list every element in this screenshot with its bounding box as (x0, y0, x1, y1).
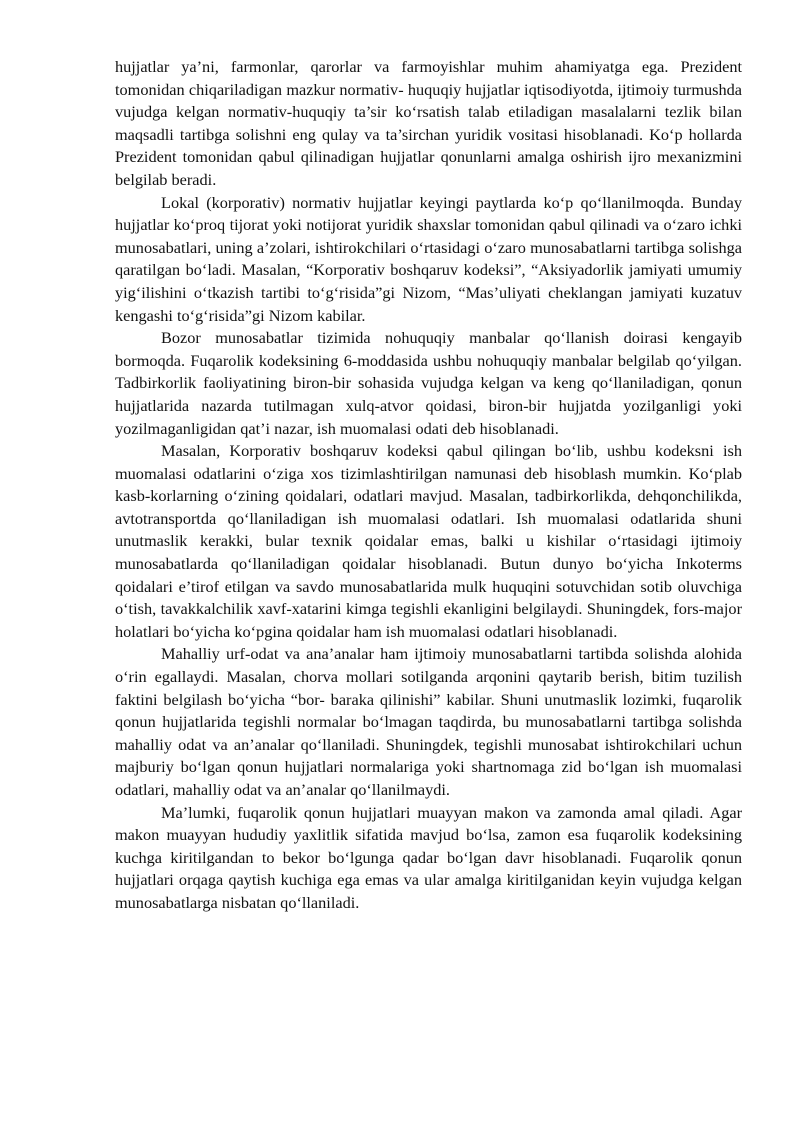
paragraph-business-customs: Masalan, Korporativ boshqaruv kodeksi qabul qilingan bo‘lib, ushbu kodeksni ish muomalasi odatlarini o‘ziga xos tizimlashtirilgan namunasi deb hisoblash mumkin. Ko‘plab kasb-korlarning o‘zining qoidalari, odatlari mavjud. Masalan, tadbirkorlikda, dehqonchilikda, avtotransportda qo‘llaniladigan ish muomalasi odatlari. Ish muomalasi odatlarida shuni unutmaslik kerakki, bular texnik qoidalar emas, balki u kishilar o‘rtasidagi ijtimoiy munosabatlarda qo‘llaniladigan qoidalar hisoblanadi. Butun dunyo bo‘yicha Inkoterms qoidalari e’tirof etilgan va savdo munosabatlarida mulk huquqini sotuvchidan sotib oluvchiga o‘tish, tavakkalchilik xavf-xatarini kimga tegishli ekanligini belgilaydi. Shuningdek, fors-major holatlari bo‘yicha ko‘pgina qoidalar ham ish muomalasi odatlari hisoblanadi. (115, 441, 742, 641)
document-page (115, 56, 742, 915)
paragraph-local-traditions: Mahalliy urf-odat va ana’analar ham ijtimoiy munosabatlarni tartibda solishda alohida o‘rin egallaydi. Masalan, chorva mollari sotilganda arqonini qaytarib berish, bitim tuzilish faktini belgilash bo‘yicha “bor- baraka qilinishi” kabilar. Shuni unutmaslik lozimki, fuqarolik qonun hujjatlarida tegishli normalar bo‘lmagan taqdirda, bu munosabatlarni tartibga solishda mahalliy odat va an’analar qo‘llaniladi. Shuningdek, tegishli munosabat ishtirokchilari uchun majburiy bo‘lgan qonun hujjatlari normalariga yoki shartnomaga zid bo‘lgan ish muomalasi odatlari, mahalliy odat va an’analar qo‘llanilmaydi. (115, 644, 742, 799)
paragraph-non-legal-sources: Bozor munosabatlar tizimida nohuquqiy manbalar qo‘llanish doirasi kengayib bormoqda. Fuqarolik kodeksining 6-moddasida ushbu nohuquqiy manbalar belgilab qo‘yilgan. Tadbirkorlik faoliyatining biron-bir sohasida vujudga kelgan va keng qo‘llaniladigan, qonun hujjatlarida nazarda tutilmagan xulq-atvor qoidasi, biron-bir hujjatda yozilganligi yoki yozilmaganligidan qat’i nazar, ish muomalasi odati deb hisoblanadi. (115, 328, 742, 438)
paragraph-continuation: hujjatlar ya’ni, farmonlar, qarorlar va farmoyishlar muhim ahamiyatga ega. Prezident tomonidan chiqariladigan mazkur normativ- huquqiy hujjatlar iqtisodiyotda, ijtimoiy turmushda vujudga kelgan normativ-huquqiy ta’sir ko‘rsatish talab etiladigan masalalarni tezlik bilan maqsadli tartibga solishni eng qulay va ta’sirchan yuridik vositasi hisoblanadi. Ko‘p hollarda Prezident tomonidan qabul qilinadigan hujjatlar qonunlarni amalga oshirish ijro mexanizmini belgilab beradi. (115, 57, 742, 189)
paragraph-local-normative-acts: Lokal (korporativ) normativ hujjatlar keyingi paytlarda ko‘p qo‘llanilmoqda. Bunday hujjatlar ko‘proq tijorat yoki notijorat yuridik shaxslar tomonidan qabul qilinadi va o‘zaro ichki munosabatlari, uning a’zolari, ishtirokchilari o‘rtasidagi o‘zaro munosabatlarni tartibga solishga qaratilgan bo‘ladi. Masalan, “Korporativ boshqaruv kodeksi”, “Aksiyadorlik jamiyati umumiy yig‘ilishini o‘tkazish tartibi to‘g‘risida”gi Nizom, “Mas’uliyati cheklangan jamiyati kuzatuv kengashi to‘g‘risida”gi Nizom kabilar. (115, 192, 742, 325)
paragraph-space-and-time: Ma’lumki, fuqarolik qonun hujjatlari muayyan makon va zamonda amal qiladi. Agar makon muayyan hududiy yaxlitlik sifatida mavjud bo‘lsa, zamon esa fuqarolik kodeksining kuchga kiritilgandan to bekor bo‘lgunga qadar bo‘lgan davr hisoblanadi. Fuqarolik qonun hujjatlari orqaga qaytish kuchiga ega emas va ular amalga kiritilganidan keyin vujudga kelgan munosabatlarga nisbatan qo‘llaniladi. (115, 802, 742, 912)
